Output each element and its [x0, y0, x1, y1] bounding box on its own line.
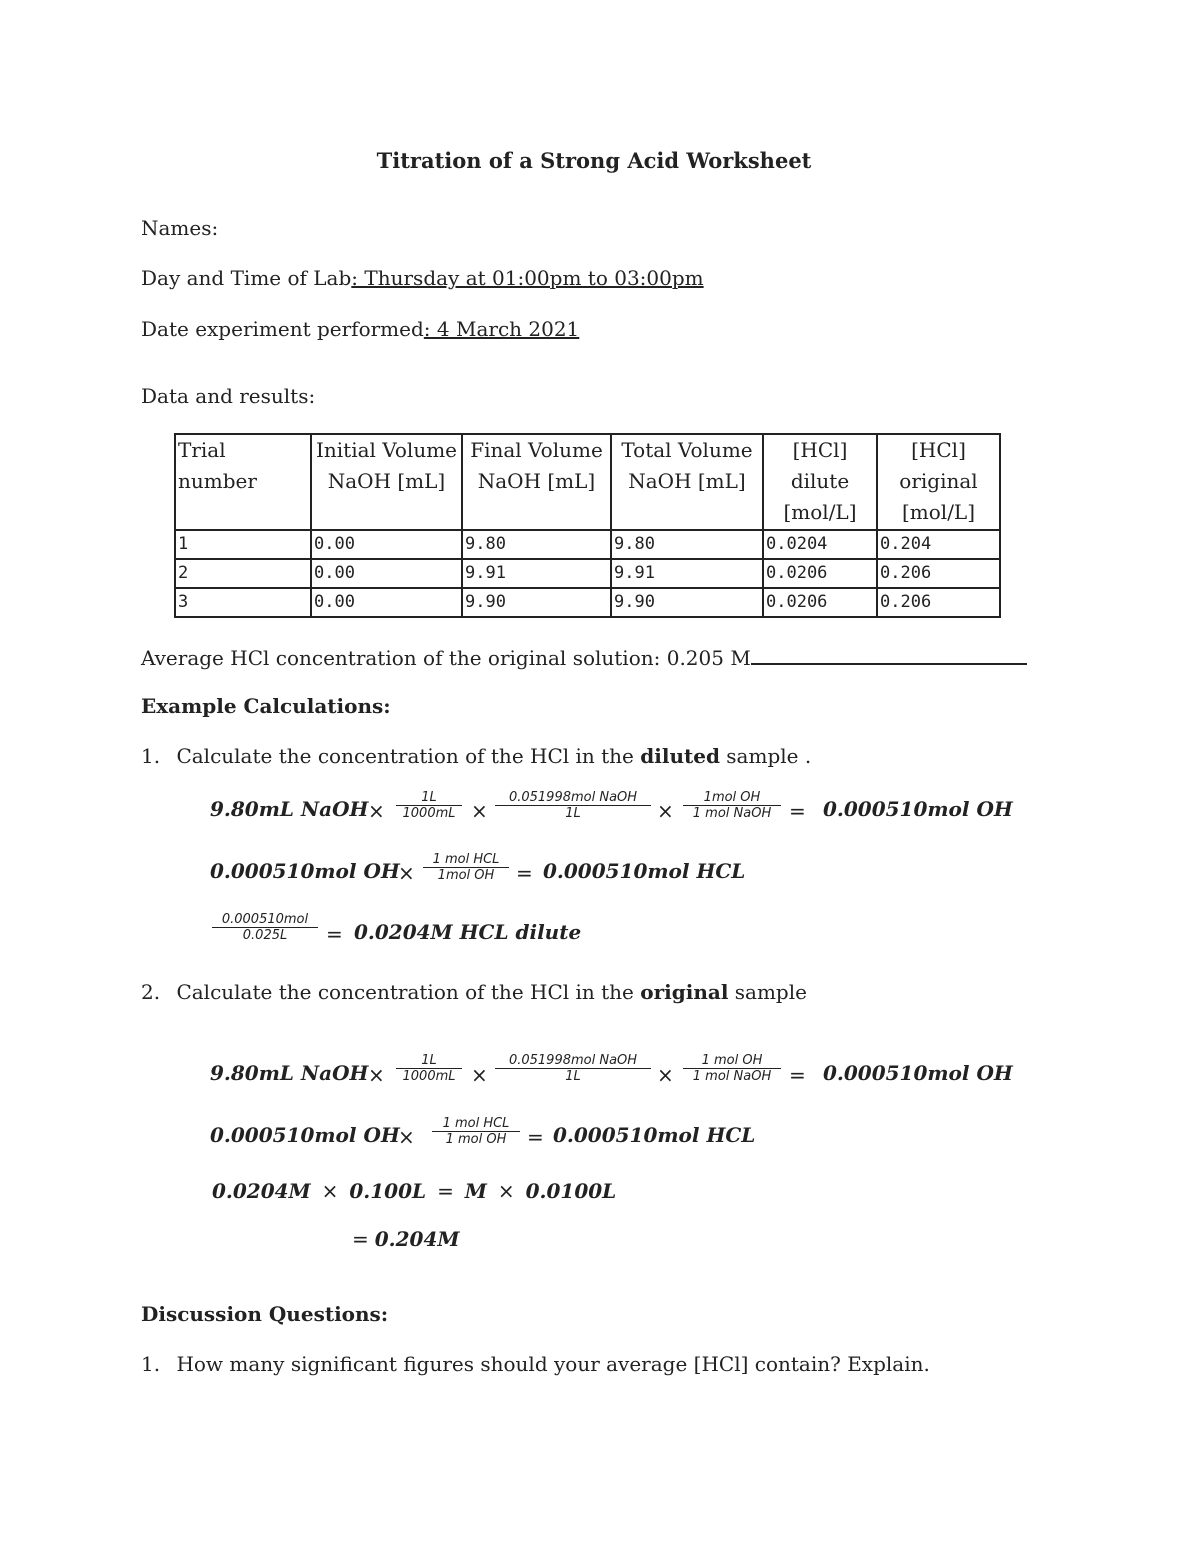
table-row — [175, 588, 1000, 617]
date-label: Date experiment performed — [141, 317, 424, 341]
cell-dilute: 0.0206 — [763, 588, 877, 617]
times-sign: × — [398, 861, 415, 885]
page-title: Titration of a Strong Acid Worksheet — [376, 148, 812, 173]
calc2-mol-hcl: 0.000510mol HCL — [553, 1123, 756, 1147]
times-sign: × — [368, 1063, 385, 1087]
question-text: How many significant figures should your average [HCl] contain? Explain. — [176, 1352, 930, 1376]
cell-total: 9.80 — [611, 530, 763, 559]
fraction-naoh-molarity: 0.051998mol NaOH 1L — [495, 1053, 651, 1084]
question-number: 1. — [141, 1352, 161, 1376]
dilute-molarity: 0.0204M — [212, 1179, 311, 1203]
discussion-question-1 — [141, 1352, 930, 1376]
equals-sign: = — [516, 861, 533, 885]
question-1 — [141, 744, 811, 768]
cell-original: 0.206 — [877, 559, 1000, 588]
cell-initial: 0.00 — [311, 559, 462, 588]
cell-final: 9.90 — [462, 588, 611, 617]
average-text: Average HCl concentration of the original solution: 0.205 M — [141, 646, 751, 670]
calc2-final — [352, 1227, 460, 1251]
results-table — [174, 433, 1001, 618]
fraction-naoh-molarity: 0.051998mol NaOH 1L — [495, 790, 651, 821]
equals-sign: = — [352, 1227, 369, 1251]
cell-trial: 3 — [175, 588, 311, 617]
header-total-volume: Total Volume NaOH [mL] — [611, 434, 763, 530]
dilute-volume: 0.100L — [349, 1179, 427, 1203]
question-text: Calculate the concentration of the HCl in the — [176, 744, 641, 768]
day-time-line — [141, 266, 704, 290]
calc1-mol-hcl: 0.000510mol HCL — [543, 859, 746, 883]
day-time-value: : Thursday at 01:00pm to 03:00pm — [351, 266, 704, 290]
equals-sign: = — [789, 799, 806, 823]
times-sign: × — [657, 799, 674, 823]
times-sign: × — [657, 1063, 674, 1087]
fraction-oh-per-naoh: 1 mol OH 1 mol NaOH — [683, 1053, 781, 1084]
fraction-oh-per-naoh: 1mol OH 1 mol NaOH — [683, 790, 781, 821]
date-value: : 4 March 2021 — [423, 317, 580, 341]
cell-initial: 0.00 — [311, 530, 462, 559]
cell-dilute: 0.0206 — [763, 559, 877, 588]
question-2 — [141, 980, 807, 1004]
cell-trial: 2 — [175, 559, 311, 588]
names-label: Names: — [141, 216, 219, 240]
calc2-mol-oh-start: 0.000510mol OH — [210, 1123, 400, 1147]
equals-sign: = — [437, 1179, 454, 1203]
cell-original: 0.204 — [877, 530, 1000, 559]
calc2-dilution-equation — [212, 1179, 616, 1203]
calc1-volume: 9.80mL NaOH — [210, 797, 369, 821]
question-emphasis: original — [640, 980, 729, 1004]
discussion-heading: Discussion Questions: — [141, 1302, 389, 1326]
times-sign: × — [368, 799, 385, 823]
table-header-row — [175, 434, 1000, 530]
original-molarity-result: 0.204M — [374, 1227, 460, 1251]
question-text: Calculate the concentration of the HCl in the — [176, 980, 641, 1004]
header-final-volume: Final Volume NaOH [mL] — [462, 434, 611, 530]
answer-blank — [751, 663, 1027, 665]
question-text-end: sample — [728, 980, 807, 1004]
table-row — [175, 559, 1000, 588]
question-emphasis: diluted — [640, 744, 720, 768]
times-sign: × — [321, 1179, 339, 1203]
original-volume: 0.0100L — [525, 1179, 617, 1203]
times-sign: × — [398, 1125, 415, 1149]
calc2-volume: 9.80mL NaOH — [210, 1061, 369, 1085]
times-sign: × — [471, 1063, 488, 1087]
example-heading: Example Calculations: — [141, 694, 391, 718]
calc1-mol-oh-start: 0.000510mol OH — [210, 859, 400, 883]
cell-total: 9.91 — [611, 559, 763, 588]
fraction-hcl-per-oh: 1 mol HCL 1 mol OH — [432, 1116, 520, 1147]
unknown-molarity: M — [464, 1179, 487, 1203]
times-sign: × — [497, 1179, 515, 1203]
calc2-mol-oh: 0.000510mol OH — [823, 1061, 1013, 1085]
question-text-end: sample . — [719, 744, 812, 768]
cell-final: 9.80 — [462, 530, 611, 559]
data-results-label: Data and results: — [141, 384, 316, 408]
day-time-label: Day and Time of Lab — [141, 266, 352, 290]
equals-sign: = — [326, 922, 343, 946]
header-initial-volume: Initial Volume NaOH [mL] — [311, 434, 462, 530]
cell-total: 9.90 — [611, 588, 763, 617]
fraction-l-per-ml: $\frac{1L}{1000mL}$ — [396, 1053, 462, 1084]
cell-initial: 0.00 — [311, 588, 462, 617]
fraction-l-per-ml: $\frac{1L}{1000mL}$ — [396, 790, 462, 821]
cell-original: 0.206 — [877, 588, 1000, 617]
table-row — [175, 530, 1000, 559]
equals-sign: = — [789, 1063, 806, 1087]
average-line — [141, 646, 1027, 670]
fraction-dilute-molarity: 0.000510mol 0.025L — [212, 912, 318, 943]
header-trial-number: Trial number — [175, 434, 311, 530]
cell-dilute: 0.0204 — [763, 530, 877, 559]
calc1-dilute-result: 0.0204M HCL dilute — [354, 920, 582, 944]
times-sign: × — [471, 799, 488, 823]
date-line — [141, 317, 579, 341]
equals-sign: = — [527, 1125, 544, 1149]
question-number: 1. — [141, 744, 161, 768]
fraction-hcl-per-oh: 1 mol HCL 1mol OH — [423, 852, 509, 883]
question-number: 2. — [141, 980, 161, 1004]
cell-trial: 1 — [175, 530, 311, 559]
calc1-mol-oh: 0.000510mol OH — [823, 797, 1013, 821]
header-hcl-original: [HCl] original [mol/L] — [877, 434, 1000, 530]
cell-final: 9.91 — [462, 559, 611, 588]
header-hcl-dilute: [HCl] dilute [mol/L] — [763, 434, 877, 530]
